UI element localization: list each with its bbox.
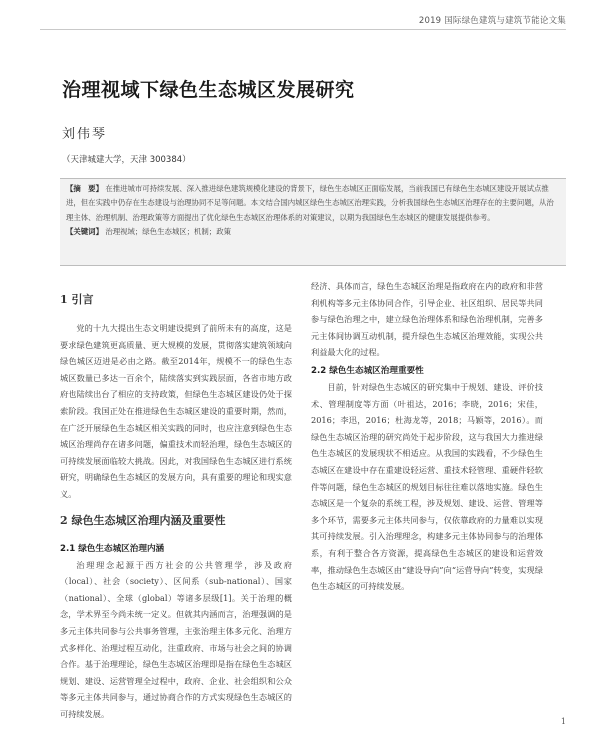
header-divider: [40, 29, 566, 30]
subsection-heading-2-2: 2.2 绿色生态城区治理重要性: [311, 365, 424, 376]
author-affiliation: （天津城建大学，天津 300384）: [62, 155, 191, 165]
page-title: 治理视域下绿色生态城区发展研究: [62, 79, 355, 101]
section-heading-intro: 1 引言: [60, 293, 94, 306]
intro-paragraph: 党的十九大提出生态文明建设提到了前所未有的高度，这是要求绿色建筑更高质量、更大规模的发展，贯彻落实建筑领域向绿色城区迈进是必由之路。截至2014年，规模不一的绿色生态城区数量已多达一百余个，陆续落实到实践层面，各省市地方政府也陆续出台了相应的支持政策，但绿色生态城区建设仍处于探索阶段。我国正处在推进绿色生态城区建设的重要时期，然而，在广泛开展绿色生态城区相关实践的同时，也应注意到绿色生态城区治理尚存在诸多问题，偏重技术而轻治理，绿色生态城区的可持续发展面临较大挑战。因此，对我国绿色生态城区进行系统研究，明确绿色生态城区的发展方向，具有重要的理论和现实意义。: [60, 323, 292, 499]
left-column: [60, 292, 292, 732]
running-header: 2019 国际绿色建筑与建筑节能论文集: [418, 16, 566, 26]
author-name: 刘伟琴: [62, 127, 108, 142]
page-number: 1: [560, 717, 566, 726]
keywords-text: 治理视域；绿色生态城区；机制；政策: [105, 227, 231, 237]
section-heading-2: 2 绿色生态城区治理内涵及重要性: [60, 513, 226, 527]
keywords-label: 【关键词】: [66, 227, 103, 237]
section-2-1-paragraph: 治理理念起源于西方社会的公共管理学，涉及政府（local）、社会（society）、区间系（sub-national）、国家（national）、全球（global）等诸多层级[1]。关于治理的概念，学术界至今尚未统一定义。但就其内涵而言，治理强调的是多元主体共同参与公共事务管理，主张治理主体多元化、治理方式多样化、治理过程互动化，注重政府、市场与社会之间的协调合作。基于治理理论，绿色生态城区治理即是指在绿色生态城区规划、建设、运营管理全过程中，政府、企业、社会组织和公众等多元主体共同参与，通过协商合作的方式实现绿色生态城区的可持续发展。: [60, 559, 292, 719]
continued-paragraph: 经济、具体而言，绿色生态城区治理是指政府在内的政府和非营利机构等多元主体协同合作，引导企业、社区组织、居民等共同参与绿色治理之中，建立绿色治理体系和绿色治理机制，完善多元主体间协调互动机制，提升绿色生态城区治理效能，实现公共利益最大化的过程。: [311, 281, 543, 358]
abstract-box: [60, 178, 566, 266]
abstract-label: 【摘 要】: [66, 184, 103, 193]
right-column: [311, 278, 543, 732]
abstract-text: 在推进城市可持续发展、深入推进绿色建筑规模化建设的背景下，绿色生态城区正面临发展，当前我国已有绿色生态城区建设开展试点推进，但在实践中仍存在生态建设与治理协同不足等问题。本文结合国内城区绿色生态城区治理实践，分析我国绿色生态城区治理存在的主要问题，从治理主体、治理机制、治理政策等方面提出了优化绿色生态城区治理体系的对策建议，以期为我国绿色生态城区的健康发展提供参考。: [66, 184, 554, 222]
section-2-2-paragraph: 目前，针对绿色生态城区的研究集中于规划、建设、评价技术、管理制度等方面（叶祖达，2016；李晓，2016；宋佳，2016；李迅，2016；杜海龙等，2018；马颖等，2016）。而绿色生态城区治理的研究尚处于起步阶段，这与我国大力推进绿色生态城区的发展现状不相适应。从我国的实践看，不少绿色生态城区在建设中存在重建设轻运营、重技术轻管理、重硬件轻软件等问题，绿色生态城区的规划目标往往难以落地实施。绿色生态城区是一个复杂的系统工程，涉及规划、建设、运营、管理等多个环节，需要多元主体共同参与，仅依靠政府的力量难以实现其可持续发展。引入治理理念，构建多元主体协同参与的治理体系，有利于整合各方资源，提高绿色生态城区的建设和运营效率，推动绿色生态城区由“建设导向”向“运营导向”转变，实现绿色生态城区的可持续发展。: [311, 381, 543, 592]
subsection-heading-2-1: 2.1 绿色生态城区治理内涵: [60, 543, 165, 554]
